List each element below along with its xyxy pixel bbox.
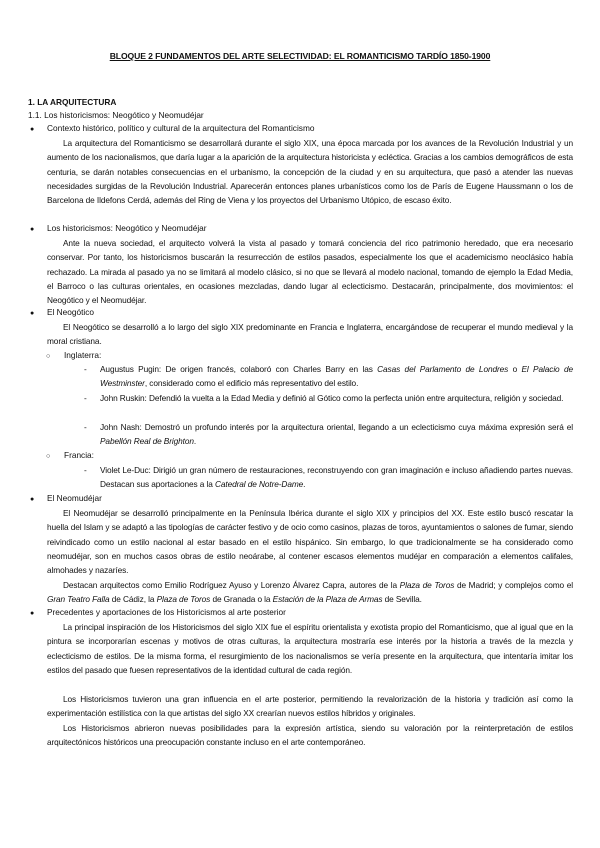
- section-heading: 1. LA ARQUITECTURA: [28, 97, 117, 107]
- bullet-marker: ●: [30, 496, 35, 503]
- item-ruskin: John Ruskin: Defendió la vuelta a la Edad Media y definió al Gótico como la perfecta unión entre arquitectura, religión y sociedad.: [100, 393, 564, 403]
- bullet-heading-context: Contexto histórico, político y cultural de la arquitectura del Romanticismo: [47, 123, 315, 133]
- dash-marker: -: [84, 393, 87, 403]
- paragraph-neomudejar: El Neomudéjar se desarrolló principalmente en la Península Ibérica durante el siglo XIX y principios del XX. Este estilo buscó rescatar la huella del Islam y se adaptó a las tipologías de carácter festivo y de ocio como casinos, plazas de toros, ayuntamientos o salones de fumar, siendo reivindicado como un estilo nacional al estar basado en el estilo hispánico. Sin embargo, lo que tradicionalmente se ha considerado como neomudéjar, son en muchos casos obras de estilo neoárabe, al contener escasos elementos mudéjar en comparación a elementos califales, almohades y nazaríes.: [47, 508, 573, 576]
- paragraph-precedentes: La principal inspiración de los Historicismos del siglo XIX fue el espíritu orientalista y exotista propio del Romanticismo, que al igual que en la pintura se incorporarían escenas y motivos de otras culturas, la arquitectura mostraría ese interés por la historia a través de la mezcla y eclecticismo de estilos. De la misma forma, el resurgimiento de los nacionalismos se vería presente en la arquitectura, que intentaría imitar los estilos del pasado que fuesen representativos de la identidad cultural de cada región.: [47, 622, 573, 676]
- document-title: BLOQUE 2 FUNDAMENTOS DEL ARTE SELECTIVIDAD: EL ROMANTICISMO TARDÍO 1850-1900: [109, 51, 491, 61]
- paragraph-posibilidades: Los Historicismos abrieron nuevas posibilidades para la expresión artística, siendo su valoración por la reinterpretación de estilos arquitectónicos históricos una preocupación constante incluso en el arte contemporáneo.: [47, 723, 573, 748]
- bullet-heading-neomudejar: El Neomudéjar: [47, 493, 102, 503]
- bullet-heading-historicismos: Los historicismos: Neogótico y Neomudéjar: [47, 223, 207, 233]
- paragraph-neomudejar-architects: Destacan arquitectos como Emilio Rodríguez Ayuso y Lorenzo Álvarez Capra, autores de la Plaza de Toros de Madrid; y complejos como el Gran Teatro Falla de Cádiz, la Plaza de Toros de Granada o la Estación de la Plaza de Armas de Sevilla.: [47, 580, 573, 605]
- bullet-marker: ●: [30, 310, 35, 317]
- item-pugin: Augustus Pugin: De origen francés, colaboró con Charles Barry en las Casas del Parlamento de Londres o El Palacio de Westminster, considerado como el edificio más representativo del estilo.: [100, 364, 573, 389]
- item-nash: John Nash: Demostró un profundo interés por la arquitectura oriental, llegando a un eclecticismo cuya máxima expresión será el Pabellón Real de Brighton.: [100, 422, 573, 447]
- dash-marker: -: [84, 422, 87, 432]
- sub-bullet-marker: ○: [46, 453, 51, 460]
- paragraph-influencia: Los Historicismos tuvieron una gran influencia en el arte posterior, permitiendo la revalorización de la historia y tradición así como la experimentación estilística con la que artistas del siglo XX crearían nuevos estilos híbridos y originales.: [47, 694, 573, 719]
- bullet-marker: ●: [30, 610, 35, 617]
- bullet-marker: ●: [30, 226, 35, 233]
- label-francia: Francia:: [64, 450, 94, 460]
- dash-marker: -: [84, 364, 87, 374]
- label-inglaterra: Inglaterra:: [64, 350, 102, 360]
- paragraph-historicismos: Ante la nueva sociedad, el arquitecto volverá la vista al pasado y tomará conciencia del rico patrimonio heredado, que era necesario conservar. Por tanto, los historicismos buscarán la resurrección de estilos pasados, especialmente los que el academicismo neoclásico había rechazado. La mirada al pasado ya no se limitará al modelo clásico, si no que se llevará al modelo nacional, tomando de ejemplo la Edad Media, el Barroco o las culturas orientales, en ocasiones mezcladas, dando lugar al eclecticismo. Destacarán, principalmente, dos movimientos: el Neogótico y el Neomudéjar.: [47, 238, 573, 306]
- dash-marker: -: [84, 465, 87, 475]
- bullet-heading-precedentes: Precedentes y aportaciones de los Historicismos al arte posterior: [47, 607, 286, 617]
- subsection-heading: 1.1. Los historicismos: Neogótico y Neomudéjar: [28, 110, 204, 120]
- paragraph-context: La arquitectura del Romanticismo se desarrollará durante el siglo XIX, una época marcada por los avances de la Revolución Industrial y un aumento de los nacionalismos, que daría lugar a la aparición de la arquitectura historicista y ecléctica. Gracias a los cambios demográficos de esta centuria, se darán notables consecuencias en el urbanismo, la concepción de la ciudad y en su arquitectura, que pasó a atender las nuevas necesidades surgidas de la Revolución Industrial. Aparecerán entonces planes urbanísticos como los de París de Eugene Haussmann o los de Barcelona de Ildefons Cerdá, además del Ring de Viena y los proyectos del Urbanismo Utópico, de escaso éxito.: [47, 138, 573, 206]
- item-leduc: Violet Le-Duc: Dirigió un gran número de restauraciones, reconstruyendo con gran imaginación e incluso añadiendo partes nuevas. Destacan sus aportaciones a la Catedral de Notre-Dame.: [100, 465, 573, 490]
- bullet-heading-neogotico: El Neogótico: [47, 307, 95, 317]
- bullet-marker: ●: [30, 126, 35, 133]
- sub-bullet-marker: ○: [46, 353, 51, 360]
- paragraph-neogotico: El Neogótico se desarrolló a lo largo del siglo XIX predominante en Francia e Inglaterra, encargándose de recuperar el mundo medieval y la moral cristiana.: [47, 322, 573, 347]
